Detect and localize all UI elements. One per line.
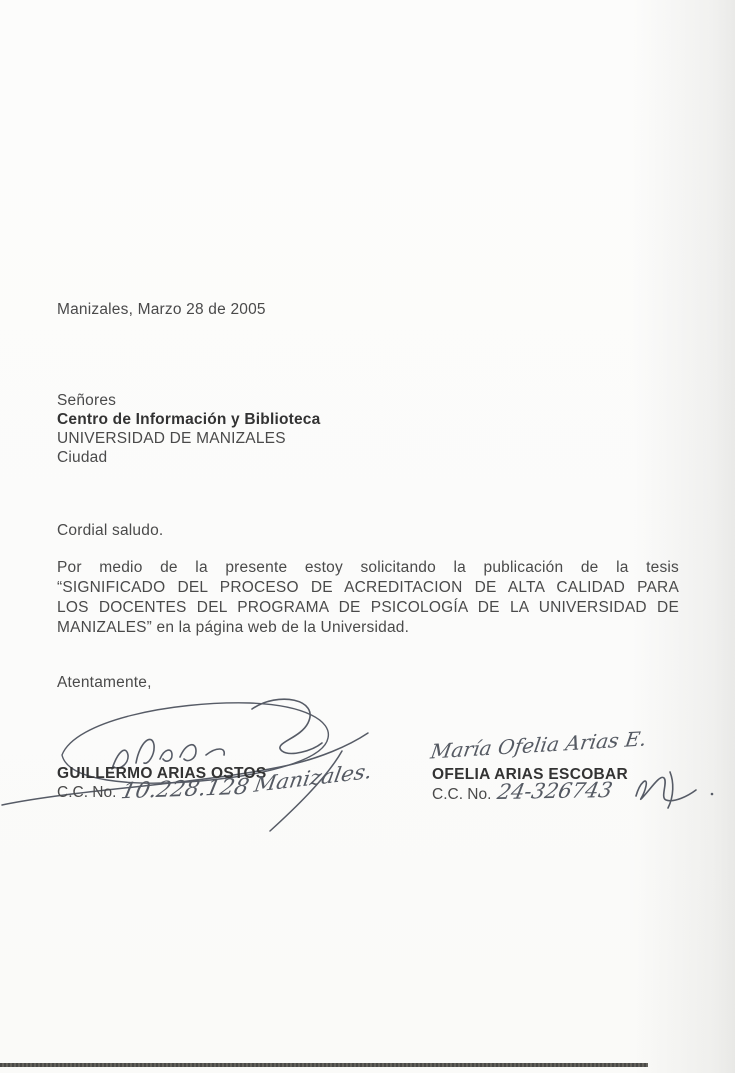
- recipient-department: Centro de Información y Biblioteca: [57, 411, 321, 428]
- signer-name-guillermo: GUILLERMO ARIAS OSTOS: [57, 765, 267, 782]
- body-line-1: Por medio de la presente estoy solicitando la publicación de la tesis: [57, 559, 679, 576]
- handwritten-name-ofelia: María Ofelia Arias E.: [429, 726, 649, 764]
- greeting-line: Cordial saludo.: [57, 522, 164, 539]
- recipient-city: Ciudad: [57, 449, 108, 466]
- recipient-institution: UNIVERSIDAD DE MANIZALES: [57, 430, 286, 447]
- body-paragraph: [57, 558, 679, 638]
- signer-name-ofelia: OFELIA ARIAS ESCOBAR: [432, 766, 629, 783]
- cc-number-handwritten-ofelia: 24-326743: [495, 778, 615, 804]
- cc-label-guillermo: C.C. No.: [57, 784, 117, 801]
- recipient-block: [57, 391, 320, 467]
- cc-place-handwritten-guillermo: Manizales.: [252, 759, 374, 797]
- body-line-2: “SIGNIFICADO DEL PROCESO DE ACREDITACION DE ALTA CALIDAD PARA: [57, 579, 679, 596]
- cc-label-ofelia: C.C. No.: [432, 786, 492, 803]
- date-line: Manizales, Marzo 28 de 2005: [57, 301, 266, 318]
- cc-place-squiggle-ofelia: [630, 768, 725, 813]
- scan-edge-line: [0, 1063, 648, 1067]
- cc-number-handwritten-guillermo: 10.228.128: [118, 774, 252, 805]
- body-line-4: MANIZALES” en la página web de la Universidad.: [57, 619, 410, 636]
- body-line-3: LOS DOCENTES DEL PROGRAMA DE PSICOLOGÍA DE LA UNIVERSIDAD DE: [57, 599, 679, 616]
- recipient-salutation: Señores: [57, 392, 117, 409]
- closing-line: Atentamente,: [57, 674, 152, 691]
